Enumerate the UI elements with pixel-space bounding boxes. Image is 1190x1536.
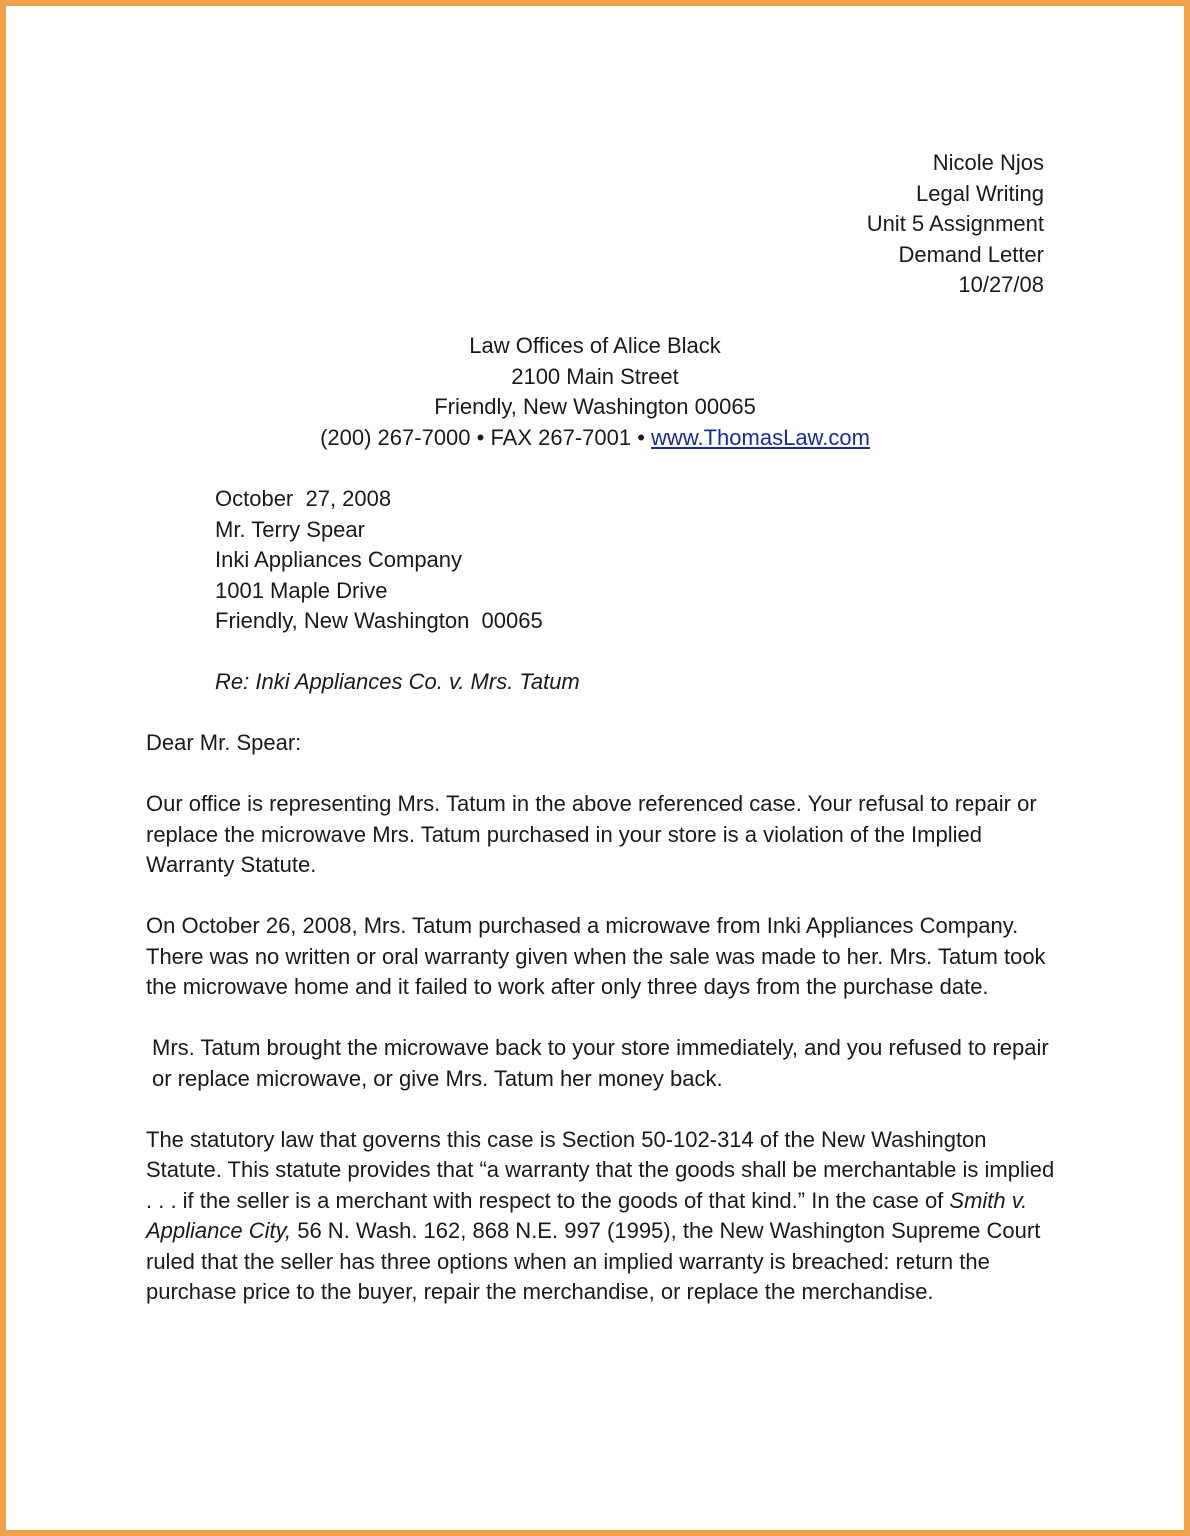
unit-name: Unit 5 Assignment <box>866 211 1044 236</box>
firm-city: Friendly, New Washington 00065 <box>434 394 756 419</box>
letter-body <box>146 728 1056 1338</box>
course-name: Legal Writing <box>916 180 1044 206</box>
firm-phone-fax: (200) 267-7000 • FAX 267-7001 • <box>320 424 645 450</box>
paragraph-1: Our office is representing Mrs. Tatum in the above referenced case. Your refusal to repair or replace the microwave Mrs. Tatum purchased in your store is a violation of the Implied Warranty Statute. <box>146 791 1037 877</box>
recipient-street: 1001 Maple Drive <box>215 577 388 603</box>
recipient-name: Mr. Terry Spear <box>215 516 365 542</box>
firm-street: 2100 Main Street <box>511 363 679 389</box>
firm-contact <box>6 423 1184 454</box>
paragraph-4-text-a: The statutory law that governs this case is Section 50-102-314 of the New Washington Statute. This statute provides that “a warranty that the goods shall be merchantable is implied . . . if the seller is a merchant with respect to the goods of that kind.” In the case of <box>146 1126 1055 1213</box>
header-date: 10/27/08 <box>958 272 1044 297</box>
document-type: Demand Letter <box>898 241 1044 267</box>
letterhead <box>6 331 1184 453</box>
re-line: Re: Inki Appliances Co. v. Mrs. Tatum <box>215 669 580 694</box>
recipient-address-block <box>215 484 543 637</box>
document-page <box>6 6 1184 1530</box>
firm-website-link[interactable]: www.ThomasLaw.com <box>651 424 870 450</box>
paragraph-2: On October 26, 2008, Mrs. Tatum purchased a microwave from Inki Appliances Company. There was no written or oral warranty given when the sale was made to her. Mrs. Tatum took the microwave home and it failed to work after only three days from the purchase date. <box>146 913 1046 999</box>
firm-name: Law Offices of Alice Black <box>469 333 721 358</box>
paragraph-4-text-b: 56 N. Wash. 162, 868 N.E. 997 (1995), the New Washington Supreme Court ruled that the seller has three options when an implied warranty is breached: return the purchase price to the buyer, repair the merchandise, or replace the merchandise. <box>146 1218 1041 1304</box>
recipient-city: Friendly, New Washington 00065 <box>215 608 543 633</box>
paragraph-3: Mrs. Tatum brought the microwave back to your store immediately, and you refused to repair or replace microwave, or give Mrs. Tatum her money back. <box>152 1035 1049 1091</box>
paragraph-4 <box>146 1125 1056 1308</box>
recipient-company: Inki Appliances Company <box>215 547 463 572</box>
author-block <box>867 148 1044 301</box>
case-citation: Smith v. Appliance City, <box>146 1187 1028 1243</box>
author-name: Nicole Njos <box>932 150 1044 175</box>
letter-date: October 27, 2008 <box>215 486 392 511</box>
salutation: Dear Mr. Spear: <box>146 730 302 755</box>
